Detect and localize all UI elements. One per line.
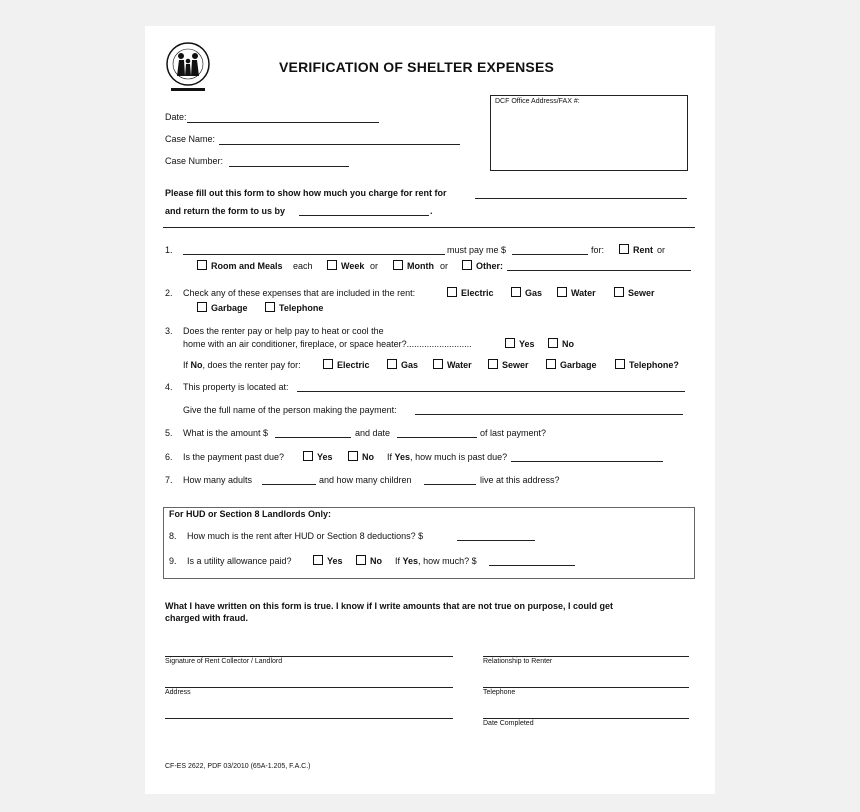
rent-for-field[interactable] <box>475 198 687 199</box>
q1-or-label: or <box>657 245 666 255</box>
date-completed-field[interactable] <box>483 718 689 719</box>
q2-garbage-checkbox[interactable] <box>197 302 207 312</box>
intro-line2-end: . <box>430 206 433 216</box>
q3-line2: home with an air conditioner, fireplace, or space heater?.......................... <box>183 339 472 349</box>
certification-line1: What I have written on this form is true. I know if I write amounts that are not true on purpose, I could get <box>165 601 614 611</box>
q2-garbage-label: Garbage <box>211 303 248 313</box>
q2-water-checkbox[interactable] <box>557 287 567 297</box>
q9-if-yes-line <box>395 556 477 566</box>
room-meals-label: Room and Meals <box>211 261 283 271</box>
q9-yes-label: Yes <box>327 556 343 566</box>
q2-electric-label: Electric <box>461 288 494 298</box>
q5-number: 5. <box>165 428 173 438</box>
other-label: Other: <box>476 261 503 271</box>
q6-if-suffix: , how much is past due? <box>410 452 508 462</box>
q8-number: 8. <box>169 531 177 541</box>
q6-no-checkbox[interactable] <box>348 451 358 461</box>
month-label: Month <box>407 261 434 271</box>
past-due-amount-field[interactable] <box>511 461 663 462</box>
q3-sewer-label: Sewer <box>502 360 529 370</box>
last-payment-date-field[interactable] <box>397 437 477 438</box>
q3-electric-checkbox[interactable] <box>323 359 333 369</box>
each-label: each <box>293 261 313 271</box>
signature-field[interactable] <box>165 656 453 657</box>
q6-no-label: No <box>362 452 374 462</box>
q6-if-prefix: If <box>387 452 393 462</box>
dcf-office-address-box[interactable] <box>490 95 688 171</box>
section-divider <box>163 227 695 228</box>
q2-sewer-checkbox[interactable] <box>614 287 624 297</box>
q1-or3-label: or <box>440 261 449 271</box>
q2-gas-label: Gas <box>525 288 543 298</box>
q4-line2: Give the full name of the person making the payment: <box>183 405 397 415</box>
q5-text1: What is the amount $ <box>183 428 269 438</box>
month-checkbox[interactable] <box>393 260 403 270</box>
q3-water-label: Water <box>447 360 472 370</box>
q6-yes-checkbox[interactable] <box>303 451 313 461</box>
q6-text: Is the payment past due? <box>183 452 285 462</box>
q2-water-label: Water <box>571 288 596 298</box>
intro-line2: and return the form to us by <box>165 206 286 216</box>
q2-text: Check any of these expenses that are included in the rent: <box>183 288 416 298</box>
q1-for-label: for: <box>591 245 605 255</box>
last-payment-amount-field[interactable] <box>275 437 351 438</box>
q3-number: 3. <box>165 326 173 336</box>
q5-text2: and date <box>355 428 391 438</box>
q3-if-no-bold: No <box>190 360 203 370</box>
children-count-field[interactable] <box>424 484 476 485</box>
dcf-seal-family-icon <box>165 40 211 94</box>
q3-gas-checkbox[interactable] <box>387 359 397 369</box>
q6-number: 6. <box>165 452 173 462</box>
q2-electric-checkbox[interactable] <box>447 287 457 297</box>
address-field[interactable] <box>165 687 453 688</box>
q2-sewer-label: Sewer <box>628 288 655 298</box>
telephone-label: Telephone <box>483 689 516 696</box>
hud-rent-field[interactable] <box>457 540 535 541</box>
q9-if-yes-bold: Yes <box>402 556 419 566</box>
date-label: Date: <box>165 112 187 122</box>
week-label: Week <box>341 261 365 271</box>
case-name-label: Case Name: <box>165 134 216 144</box>
signature-label: Signature of Rent Collector / Landlord <box>165 658 283 665</box>
q1-number: 1. <box>165 245 173 255</box>
q3-garbage-label: Garbage <box>560 360 597 370</box>
q9-number: 9. <box>169 556 177 566</box>
form-page <box>145 26 715 794</box>
q7-text1: How many adults <box>183 475 253 485</box>
q1-amount-field[interactable] <box>512 254 588 255</box>
adults-count-field[interactable] <box>262 484 316 485</box>
utility-allowance-field[interactable] <box>489 565 575 566</box>
q4-line1: This property is located at: <box>183 382 289 392</box>
q7-number: 7. <box>165 475 173 485</box>
q9-if-suffix: , how much? $ <box>418 556 477 566</box>
q3-sewer-checkbox[interactable] <box>488 359 498 369</box>
rent-label: Rent <box>633 245 653 255</box>
q6-if-yes-line <box>387 452 507 462</box>
form-footer: CF-ES 2622, PDF 03/2010 (65A-1.205, F.A.C.) <box>165 763 311 770</box>
q3-garbage-checkbox[interactable] <box>546 359 556 369</box>
q9-yes-checkbox[interactable] <box>313 555 323 565</box>
q3-no-checkbox[interactable] <box>548 338 558 348</box>
telephone-field[interactable] <box>483 687 689 688</box>
q6-if-yes-bold: Yes <box>394 452 411 462</box>
relationship-label: Relationship to Renter <box>483 658 553 665</box>
q4-number: 4. <box>165 382 173 392</box>
q1-renter-name-field[interactable] <box>183 254 445 255</box>
q9-no-label: No <box>370 556 382 566</box>
q2-gas-checkbox[interactable] <box>511 287 521 297</box>
q1-must-pay-label: must pay me $ <box>447 245 507 255</box>
q3-if-no-line <box>183 360 301 370</box>
q3-water-checkbox[interactable] <box>433 359 443 369</box>
q3-if-prefix: If <box>183 360 189 370</box>
property-location-field[interactable] <box>297 391 685 392</box>
q2-number: 2. <box>165 288 173 298</box>
q3-yes-label: Yes <box>519 339 535 349</box>
q3-yes-checkbox[interactable] <box>505 338 515 348</box>
q7-text3: live at this address? <box>480 475 560 485</box>
q3-electric-label: Electric <box>337 360 370 370</box>
q7-text2: and how many children <box>319 475 412 485</box>
intro-line1: Please fill out this form to show how much you charge for rent for <box>165 188 447 198</box>
relationship-field[interactable] <box>483 656 689 657</box>
q9-no-checkbox[interactable] <box>356 555 366 565</box>
other-checkbox[interactable] <box>462 260 472 270</box>
q5-text3: of last payment? <box>480 428 547 438</box>
q3-if-suffix: , does the renter pay for: <box>202 360 301 370</box>
q3-telephone-label: Telephone? <box>629 360 679 370</box>
q8-text: How much is the rent after HUD or Section 8 deductions? $ <box>187 531 424 541</box>
case-number-label: Case Number: <box>165 156 224 166</box>
other-field[interactable] <box>507 270 691 271</box>
form-title: VERIFICATION OF SHELTER EXPENSES <box>279 59 555 75</box>
payer-name-field[interactable] <box>415 414 683 415</box>
rent-checkbox[interactable] <box>619 244 629 254</box>
q2-telephone-label: Telephone <box>279 303 324 313</box>
return-by-field[interactable] <box>299 215 429 216</box>
q2-telephone-checkbox[interactable] <box>265 302 275 312</box>
week-checkbox[interactable] <box>327 260 337 270</box>
address-label: Address <box>165 689 191 696</box>
q3-no-label: No <box>562 339 574 349</box>
q6-yes-label: Yes <box>317 452 333 462</box>
case-name-field[interactable] <box>219 144 460 145</box>
q3-telephone-checkbox[interactable] <box>615 359 625 369</box>
q9-if-prefix: If <box>395 556 401 566</box>
hud-heading: For HUD or Section 8 Landlords Only: <box>169 509 332 519</box>
date-completed-label: Date Completed <box>483 720 534 727</box>
q3-line1: Does the renter pay or help pay to heat or cool the <box>183 326 384 336</box>
date-field[interactable] <box>187 122 379 123</box>
q3-gas-label: Gas <box>401 360 419 370</box>
signature-extra-line[interactable] <box>165 718 453 719</box>
case-number-field[interactable] <box>229 166 349 167</box>
office-box-label: DCF Office Address/FAX #: <box>495 98 580 105</box>
q1-or2-label: or <box>370 261 379 271</box>
certification-line2: charged with fraud. <box>165 613 249 623</box>
room-meals-checkbox[interactable] <box>197 260 207 270</box>
q9-text: Is a utility allowance paid? <box>187 556 292 566</box>
